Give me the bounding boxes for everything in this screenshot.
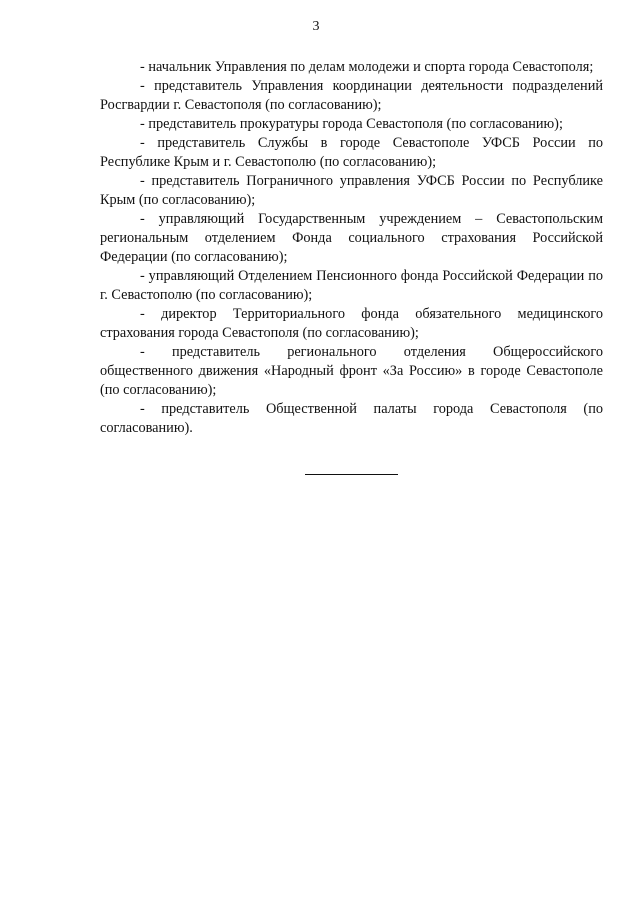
page-number: 3 [312, 19, 320, 34]
list-item: - директор Территориального фонда обязательного медицинского страхования города Севастополя (по согласованию); [100, 306, 603, 341]
list-item: - управляющий Отделением Пенсионного фонда Российской Федерации по г. Севастополю (по согласованию); [100, 268, 603, 303]
list-item: - представитель Управления координации деятельности подразделений Росгвардии г. Севастополя (по согласованию); [100, 78, 603, 113]
list-item: - начальник Управления по делам молодежи и спорта города Севастополя; [140, 59, 594, 75]
list-item: - представитель регионального отделения Общероссийского общественного движения «Народный фронт «За Россию» в городе Севастополе (по согласованию); [100, 344, 603, 398]
list-item: - представитель Общественной палаты города Севастополя (по согласованию). [100, 401, 603, 436]
list-item: - представитель прокуратуры города Севастополя (по согласованию); [140, 116, 563, 132]
list-item: - управляющий Государственным учреждением – Севастопольским региональным отделением Фонда социального страхования Российской Федерации (по согласованию); [100, 211, 603, 265]
members-list [100, 58, 603, 438]
closing-divider [305, 474, 398, 475]
list-item: - представитель Пограничного управления УФСБ России по Республике Крым (по согласованию); [100, 173, 603, 208]
list-item: - представитель Службы в городе Севастополе УФСБ России по Республике Крым и г. Севастополю (по согласованию); [100, 135, 603, 170]
